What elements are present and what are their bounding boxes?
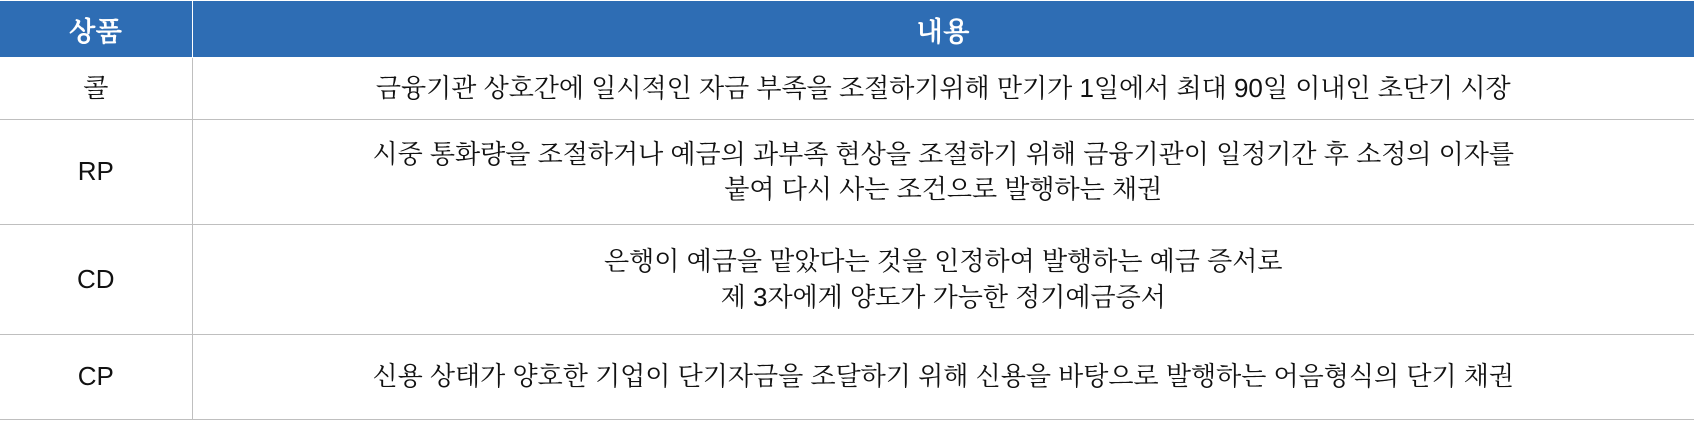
cell-product-name: RP bbox=[0, 120, 192, 225]
description-line: 시중 통화량을 조절하거나 예금의 과부족 현상을 조절하기 위해 금융기관이 일정기간 후 소정의 이자를 bbox=[372, 138, 1515, 169]
cell-product-description bbox=[192, 335, 1694, 420]
cell-product-name: 콜 bbox=[0, 58, 192, 120]
description-line: 제 3자에게 양도가 가능한 정기예금증서 bbox=[720, 281, 1166, 312]
description-line: 신용 상태가 양호한 기업이 단기자금을 조달하기 위해 신용을 바탕으로 발행하는 어음형식의 단기 채권 bbox=[372, 361, 1515, 392]
table-header-row bbox=[0, 1, 1694, 58]
cell-product-description bbox=[192, 120, 1694, 225]
table-row bbox=[0, 225, 1694, 335]
description-line: 금융기관 상호간에 일시적인 자금 부족을 조절하기위해 만기가 1일에서 최대 90일 이내인 초단기 시장 bbox=[375, 72, 1511, 103]
cell-product-description bbox=[192, 225, 1694, 335]
table-body bbox=[0, 58, 1694, 420]
table-row bbox=[0, 58, 1694, 120]
cell-product-name: CD bbox=[0, 225, 192, 335]
table-row bbox=[0, 335, 1694, 420]
column-header-content: 내용 bbox=[192, 1, 1694, 58]
cell-product-description bbox=[192, 58, 1694, 120]
description-line: 붙여 다시 사는 조건으로 발행하는 채권 bbox=[724, 174, 1163, 204]
column-header-product: 상품 bbox=[0, 1, 192, 58]
cell-product-name: CP bbox=[0, 335, 192, 420]
table-header bbox=[0, 1, 1694, 58]
description-line: 은행이 예금을 맡았다는 것을 인정하여 발행하는 예금 증서로 bbox=[604, 246, 1283, 277]
table-row bbox=[0, 120, 1694, 225]
